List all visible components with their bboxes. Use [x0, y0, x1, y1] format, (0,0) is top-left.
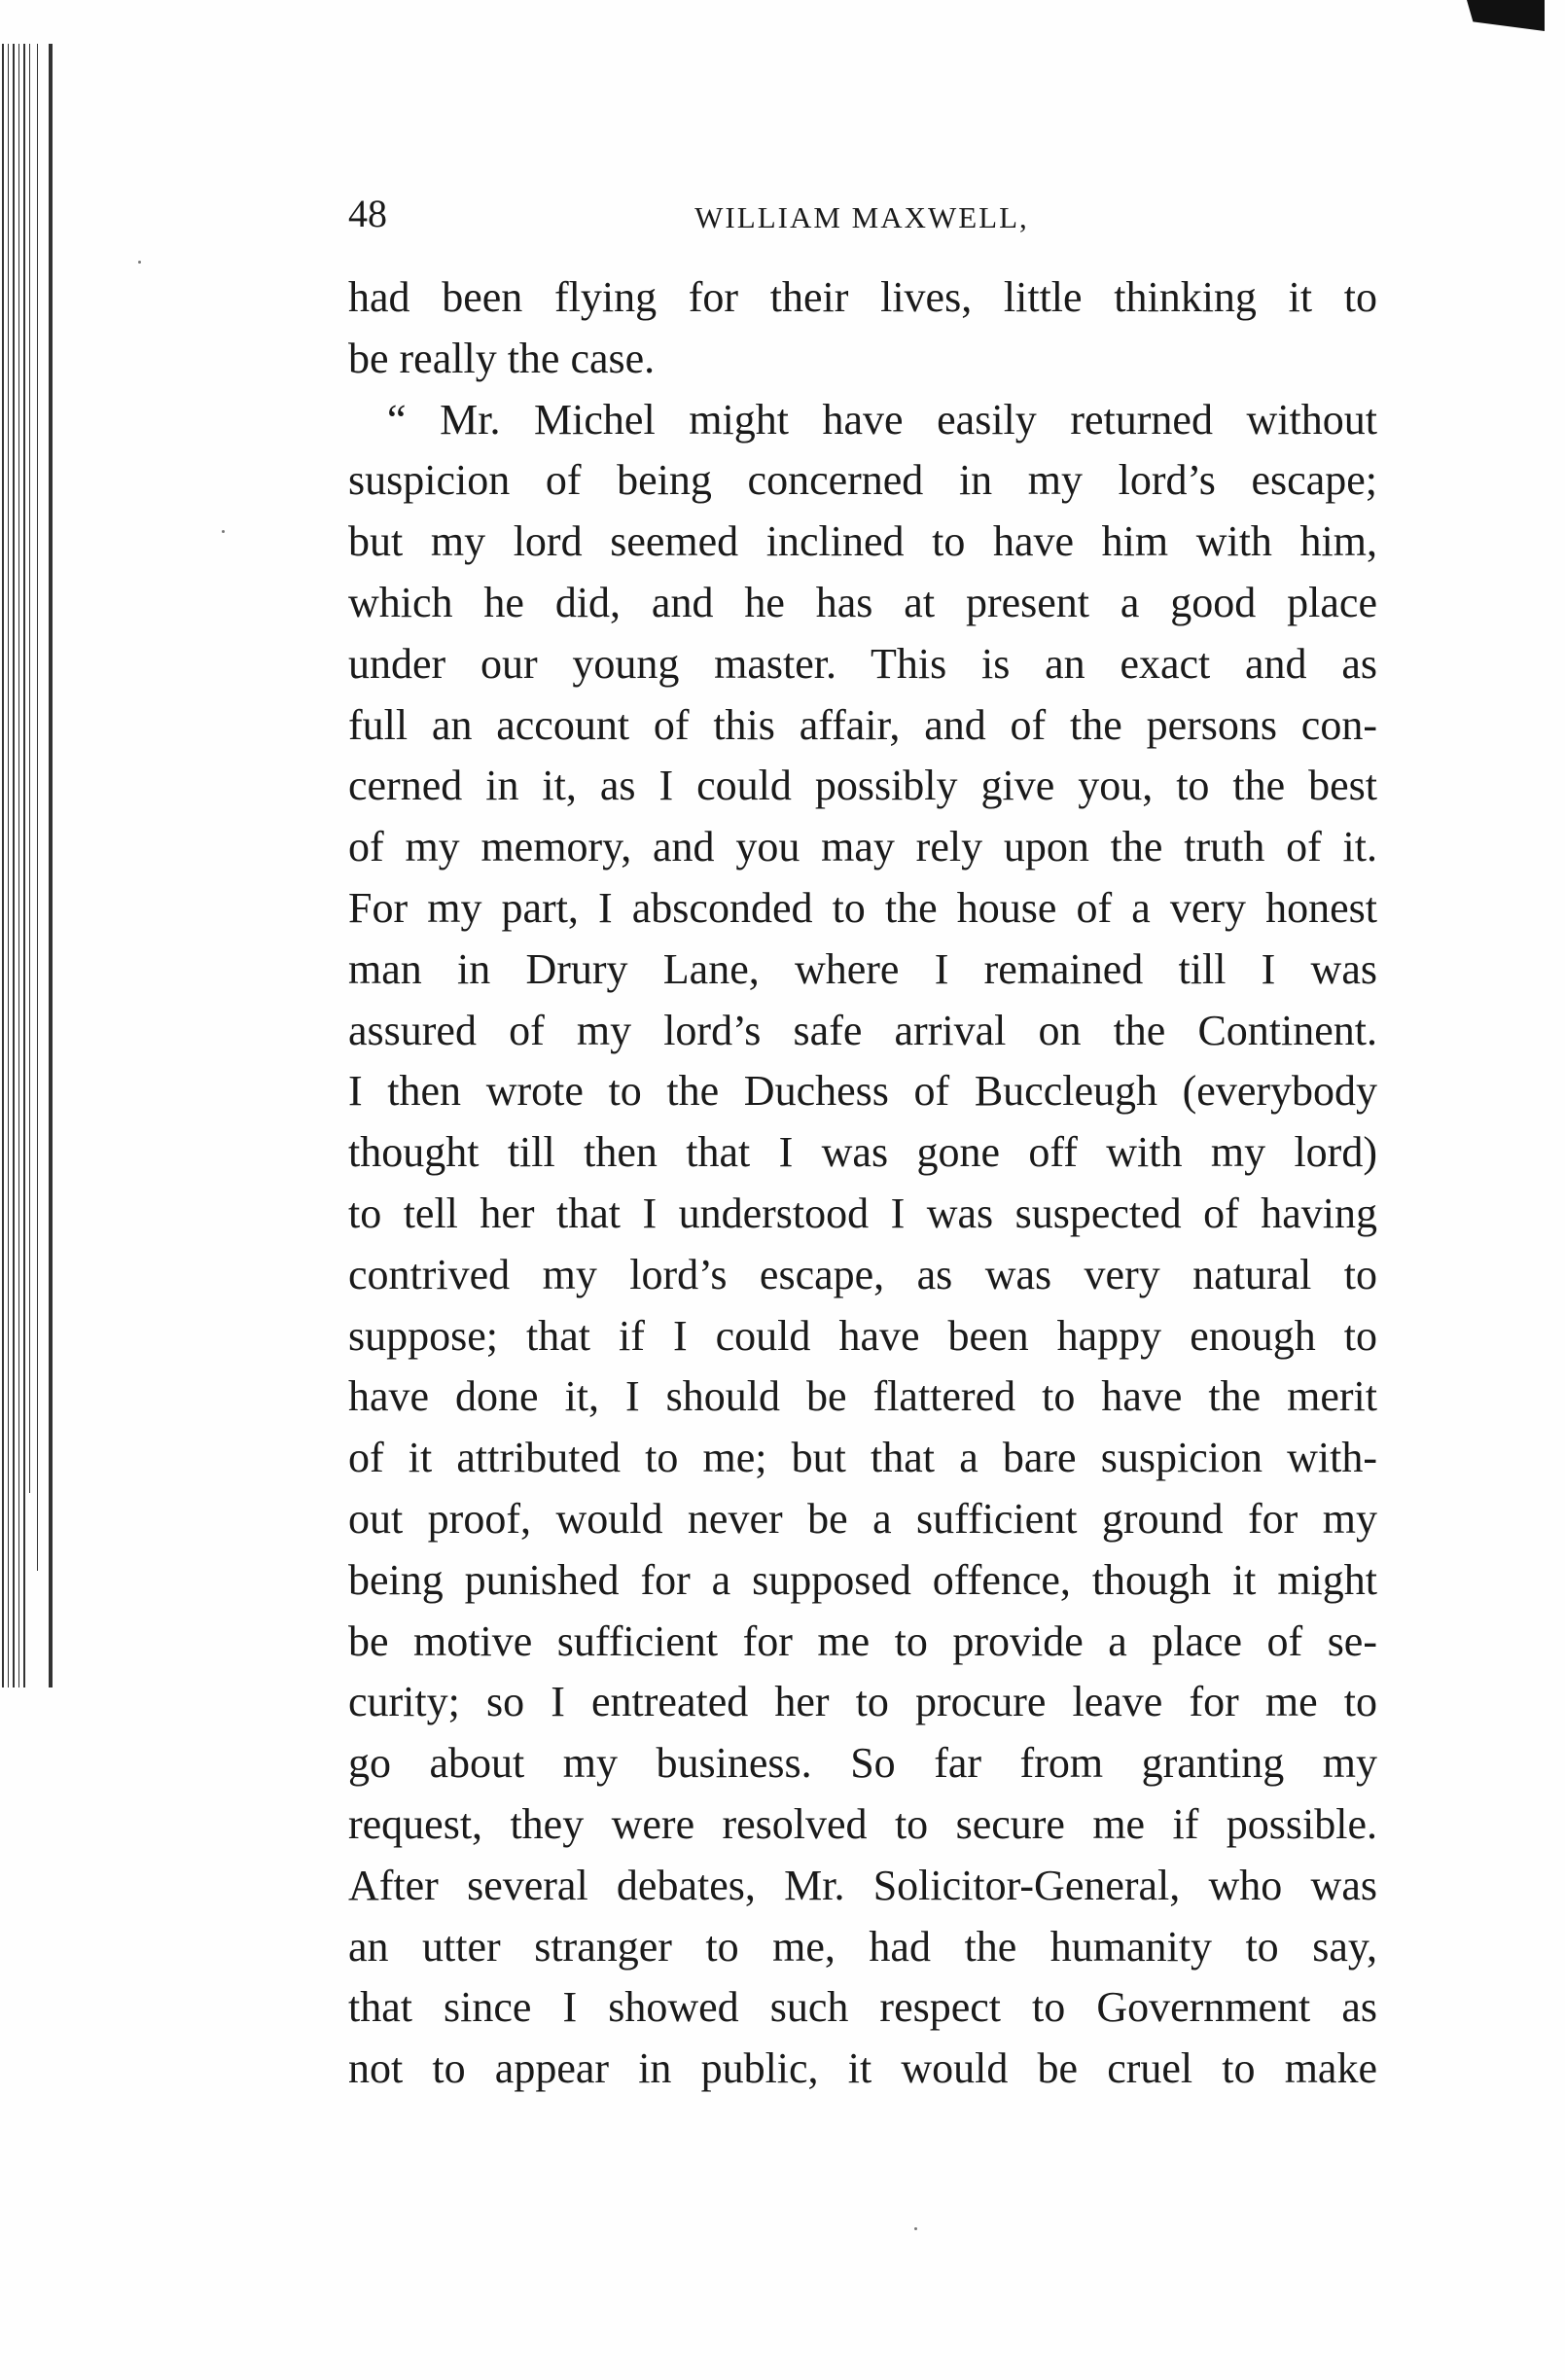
text-line: but my lord seemed inclined to have him with him,: [348, 517, 1377, 566]
text-line: For my part, I absconded to the house of a very honest: [348, 883, 1377, 932]
scan-corner-mark: [1467, 0, 1545, 31]
text-line: not to appear in public, it would be cruel to make: [348, 2044, 1377, 2093]
text-line: under our young master. This is an exact and as: [348, 639, 1377, 688]
page-header: [348, 191, 1375, 239]
text-line: thought till then that I was gone off with my lord): [348, 1128, 1377, 1177]
book-binding-edge: [0, 44, 56, 1687]
text-line: being punished for a supposed offence, though it might: [348, 1555, 1377, 1604]
text-line: had been flying for their lives, little thinking it to: [348, 273, 1377, 321]
text-line: After several debates, Mr. Solicitor-General, who was: [348, 1861, 1377, 1909]
text-line: contrived my lord’s escape, as was very natural to: [348, 1250, 1377, 1298]
text-line: go about my business. So far from granting my: [348, 1739, 1377, 1788]
page-number: 48: [348, 192, 387, 235]
body-text: [348, 267, 1377, 2100]
text-line: request, they were resolved to secure me if possible.: [348, 1799, 1377, 1848]
text-line: out proof, would never be a sufficient ground for my: [348, 1494, 1377, 1543]
text-line: of it attributed to me; but that a bare suspicion with-: [348, 1434, 1377, 1482]
text-line: which he did, and he has at present a good place: [348, 578, 1377, 626]
text-line: be motive sufficient for me to provide a place of se-: [348, 1616, 1377, 1665]
text-line: assured of my lord’s safe arrival on the Continent.: [348, 1006, 1377, 1054]
scan-speck: [222, 530, 225, 533]
text-line: that since I showed such respect to Government as: [348, 1983, 1377, 2032]
text-line: of my memory, and you may rely upon the truth of it.: [348, 823, 1377, 871]
running-title: WILLIAM MAXWELL,: [694, 200, 1029, 234]
scan-speck: [914, 2227, 917, 2230]
text-line: “ Mr. Michel might have easily returned without: [387, 395, 1377, 444]
text-line: I then wrote to the Duchess of Buccleugh (everybody: [348, 1067, 1377, 1116]
text-line: be really the case.: [348, 334, 656, 382]
text-line: an utter stranger to me, had the humanity to say,: [348, 1922, 1377, 1971]
text-line: cerned in it, as I could possibly give you, to the best: [348, 762, 1377, 810]
text-line: to tell her that I understood I was suspected of having: [348, 1189, 1377, 1237]
text-line: suppose; that if I could have been happy enough to: [348, 1311, 1377, 1360]
text-line: curity; so I entreated her to procure leave for me to: [348, 1678, 1377, 1726]
text-line: have done it, I should be flattered to have the merit: [348, 1372, 1377, 1421]
text-line: suspicion of being concerned in my lord’s escape;: [348, 456, 1377, 505]
scan-speck: [138, 261, 141, 264]
text-line: man in Drury Lane, where I remained till I was: [348, 944, 1377, 993]
text-line: full an account of this affair, and of the persons con-: [348, 700, 1377, 749]
